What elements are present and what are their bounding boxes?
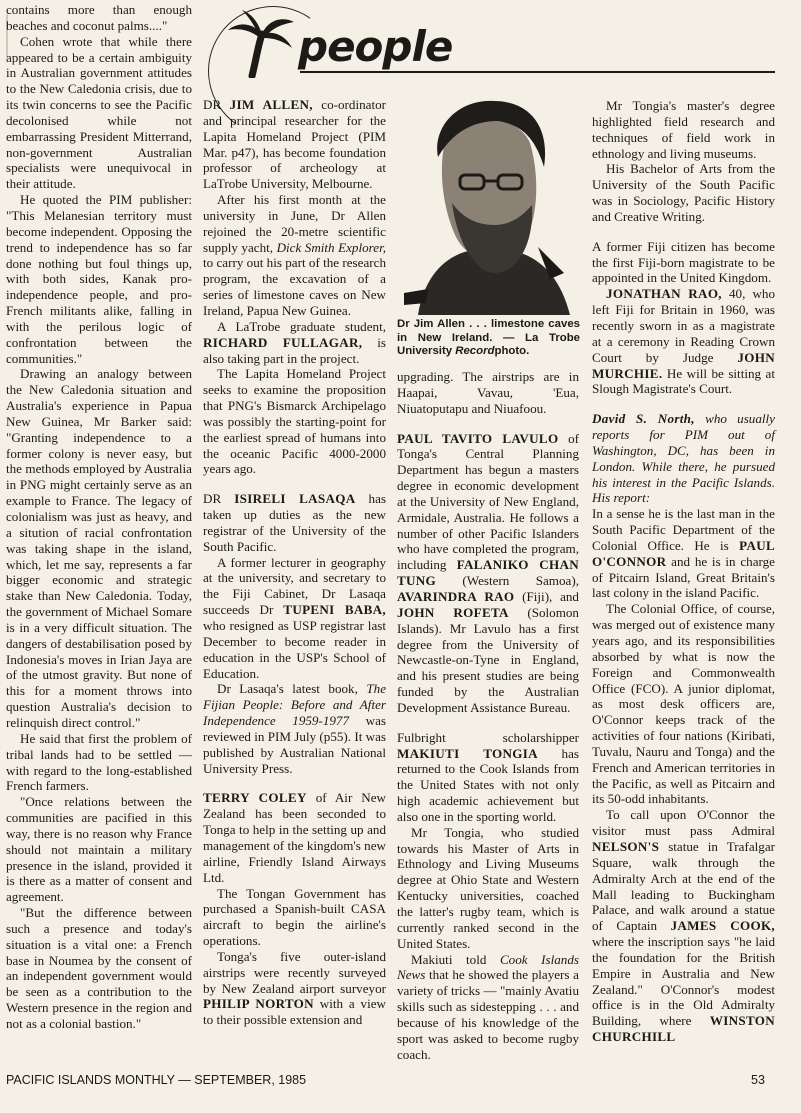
paragraph: "Once relations between the communities are pacified in this way, there is no reason why France should not maintain a military presence in the island, provided it is there as a matter of consent and agreement. xyxy=(6,794,192,905)
person-name: PHILIP NORTON xyxy=(203,996,314,1012)
paragraph: In a sense he is the last man in the South Pacific Department of the Colonial Office. He is PAUL O'CONNOR and he is in charge of Pitcairn Island, Great Britain's last colony in the island Pacific. xyxy=(592,506,775,601)
paragraph: His Bachelor of Arts from the University of the South Pacific was in Sociology, Pacific History and Creative Writing. xyxy=(592,161,775,224)
paragraph: Drawing an analogy between the New Caledonia situation and Australia's experience in Papua New Guinea, Mr Barker said: "Granting independence to a former colony is never easy, but the methods employed by Australia in PNG might certainly serve as an example to France. The legacy of colonialism was just as heavy, and a sitution of racial confrontation was taking shape in the island, which, let me say, represents a far bigger economic and strategic stake than New Caledonia. Today, the government of Michael Somare is in a very difficult situation. The dangers of destabilisation posed by Indonesia's moves in Irian Jaya are of the utmost gravity. But none of this for a moment throws into question Australia's decision to relinquish direct control." xyxy=(6,366,192,730)
paragraph: The Colonial Office, of course, was merged out of existence many years ago, and its responsibilities absorbed by what is now the Foreign and Commonwealth Office (FCO). A junior diplomat, as most desk officers are, O'Connor keeps track of the activities of four nations (Kiribati, Tuvalu, Nauru and Tonga) and the French and American territories in the Pacific, as well as Pitcairn and its 50-odd inhabitants. xyxy=(592,601,775,807)
paragraph: Cohen wrote that while there appeared to be a certain ambiguity in Australian government attitudes to the New Caledonia crisis, due to its twin concerns to see the Pacific decolonised while not embarrassing President Mitterrand, non-government Australian specialists were unequivocal in their attitude. xyxy=(6,33,192,192)
person-name: FALANIKO CHAN TUNG xyxy=(397,557,579,589)
page-number: 53 xyxy=(751,1073,765,1087)
paragraph: DR JIM ALLEN, co-ordinator and principal researcher for the Lapita Homeland Project (PIM Mar. p47), has become foundation professor of archeology at LaTrobe University, Melbourne. xyxy=(203,97,386,192)
column-3 xyxy=(397,369,579,1062)
paragraph: Dr Lasaqa's latest book, The Fijian People: Before and After Independence 1959-1977 was reviewed in PIM July (p55). It was published by Australian National University Press. xyxy=(203,681,386,776)
paragraph: upgrading. The airstrips are in Haapai, Vavau, 'Eua, Niuatoputapu and Niuafoou. xyxy=(397,369,579,416)
paragraph: A former lecturer in geography at the university, and secretary to the Fiji Cabinet, Dr Lasaqa succeeds Dr TUPENI BABA, who resigned as USP registrar last December to become reader in education in the USP's School of Education. xyxy=(203,554,386,681)
person-name: JAMES COOK, xyxy=(670,918,776,934)
paragraph: JONATHAN RAO, 40, who left Fiji for Britain in 1960, was recently sworn in as a magistrate at a ceremony in Reading Crown Court by Judge JOHN MURCHIE. He will be sitting at Slough Magistrate's Court. xyxy=(592,286,775,397)
column-1 xyxy=(6,2,192,1032)
paragraph: The Tongan Government has purchased a Spanish-built CASA aircraft to begin the airline's operations. xyxy=(203,885,386,949)
paragraph: Makiuti told Cook Islands News that he showed the players a variety of tricks — "mainly Avatiu skills such as sidestepping . . . and because of his knowledge of the sport was asked to become rugby coach. xyxy=(397,951,579,1062)
paragraph: Tonga's five outer-island airstrips were recently surveyed by New Zealand airport surveyor PHILIP NORTON with a view to their possible extension and xyxy=(203,948,386,1028)
paragraph: TERRY COLEY of Air New Zealand has been seconded to Tonga to help in the setting up and management of the kingdom's new airline, Friendly Island Airways Ltd. xyxy=(203,790,387,885)
paragraph: PAUL TAVITO LAVULO of Tonga's Central Planning Department has begun a masters degree in economic development at the University of New England, Armidale, Australia. He follows a number of other Pacific Islanders who have completed the program, including FALANIKO CHAN TUNG (Western Samoa), AVARINDRA RAO (Fiji), and JOHN ROFETA (Solomon Islands). Mr Lavulo has a first degree from the University of Newcastle-on-Tyne in England, and his present studies are being funded by the Australian Development Assistance Bureau. xyxy=(397,430,579,715)
publication-footer: PACIFIC ISLANDS MONTHLY — SEPTEMBER, 1985 xyxy=(6,1073,307,1087)
paragraph: Fulbright scholarshipper MAKIUTI TONGIA has returned to the Cook Islands from the United States with not only high academic achievement but also one in the sporting world. xyxy=(397,729,579,824)
person-name: JOHN ROFETA xyxy=(397,604,509,620)
header-rule xyxy=(300,71,775,73)
person-name: JONATHAN RAO, xyxy=(606,286,722,302)
paragraph: "But the difference between such a presence and today's situation is a vital one: a French base in Noumea by the consent of an independent government would be seen as a contribution to the Western presence in the region and not as a colonial bastion." xyxy=(6,905,192,1031)
paragraph: David S. North, who usually reports for PIM out of Washington, DC, has been in London. While there, he pursued his interest in the Pacific Islands. His report: xyxy=(592,411,775,506)
paragraph: To call upon O'Connor the visitor must pass Admiral NELSON'S statue in Trafalgar Square, walk through the Admiralty Arch at the end of the Mall leading to Buckingham Palace, and walk around a statue of Captain JAMES COOK, where the inscription says "he laid the foundation for the British Empire in Australia and New Zealand." O'Connor's modest office is in the Old Admiralty Building, where WINSTON CHURCHILL xyxy=(592,807,776,1045)
person-name: TERRY COLEY xyxy=(203,790,307,806)
paragraph: DR ISIRELI LASAQA has taken up duties as the new registrar of the University of the South Pacific. xyxy=(203,491,386,554)
person-name: AVARINDRA RAO xyxy=(397,588,515,604)
column-4 xyxy=(592,98,775,1045)
person-name: ISIRELI LASAQA xyxy=(234,491,356,507)
person-name: MAKIUTI TONGIA xyxy=(397,745,538,761)
paragraph: The Lapita Homeland Project seeks to examine the proposition that PNG's Bismarck Archipelago was possibly the starting-point for the earliest spread of humans into the oceanic Pacific 4000-2000 years ago. xyxy=(203,366,386,477)
paragraph: contains more than enough beaches and coconut palms...." xyxy=(6,2,192,33)
person-name: PAUL TAVITO LAVULO xyxy=(397,430,559,446)
person-name: TUPENI BABA, xyxy=(283,602,386,618)
paragraph: He said that first the problem of tribal lands had to be settled — with regard to the long-established French farmers. xyxy=(6,730,192,794)
portrait-photo xyxy=(398,97,578,315)
paragraph: He quoted the PIM publisher: "This Melanesian territory must become independent. Opposing the trend to independence has so far done nothing but foul things up, with both sides, Kanak pro-independence people, and pro-French militants alike, falling in with the perilous logic of confrontation between the communities." xyxy=(6,192,192,366)
person-name: NELSON'S xyxy=(592,838,660,854)
palm-tree-icon xyxy=(222,8,302,78)
paragraph: Mr Tongia's master's degree highlighted field research and techniques of field work in ethnology and living museums. xyxy=(592,98,775,161)
paragraph: After his first month at the university in June, Dr Allen rejoined the 20-metre scientific supply yacht, Dick Smith Explorer, to carry out his part of the research program, the excavation of a series of limestone caves on New Ireland, Papua New Guinea. xyxy=(203,192,386,318)
paragraph: Mr Tongia, who studied towards his Master of Arts in Ethnology and Living Museums degree at Ohio State and Western Kentucky universities, coached the latter's rugby team, which is currently ranked second in the United States. xyxy=(397,824,579,951)
person-name: David S. North, xyxy=(592,411,695,427)
person-name: WINSTON CHURCHILL xyxy=(592,1013,775,1045)
paragraph: A LaTrobe graduate student, RICHARD FULLAGAR, is also taking part in the project. xyxy=(203,318,386,366)
person-name: PAUL O'CONNOR xyxy=(592,537,775,569)
person-name: RICHARD FULLAGAR, xyxy=(203,334,363,350)
person-name: JOHN MURCHIE. xyxy=(592,349,775,381)
person-name: JIM ALLEN, xyxy=(229,97,313,112)
section-title: people xyxy=(298,22,453,71)
photo-caption: Dr Jim Allen . . . limestone caves in New Ireland. — La Trobe University Recordphoto. xyxy=(397,318,580,358)
column-2 xyxy=(203,97,386,1028)
paragraph: A former Fiji citizen has become the first Fiji-born magistrate to be appointed in the United Kingdom. xyxy=(592,238,775,286)
